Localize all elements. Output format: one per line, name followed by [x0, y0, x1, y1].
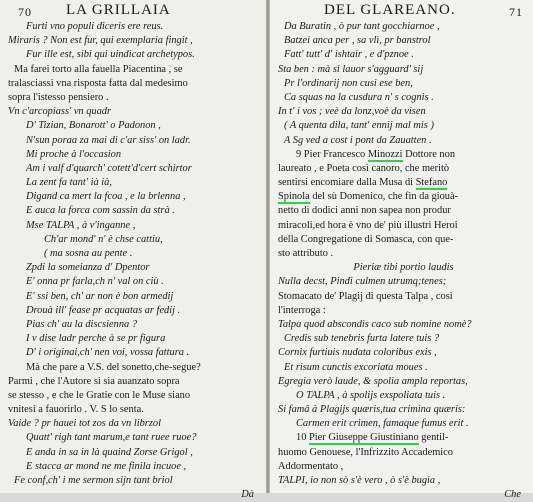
- text-segment: Che: [504, 489, 521, 501]
- left-running-title: LA GRILLAIA: [66, 2, 171, 18]
- text-line: Fur ille est, sibi qui uindicat archetypos.: [26, 49, 195, 61]
- text-line: [278, 431, 529, 445]
- text-line: Zpdi la someianza d' Dpentor: [26, 262, 150, 274]
- text-segment: Carmen erit crimen, famaque fumus erit .: [296, 418, 469, 430]
- right-page: [270, 0, 533, 501]
- right-running-title: DEL GLAREANO.: [324, 2, 456, 18]
- text-line: [278, 403, 529, 417]
- left-page-number: 70: [18, 5, 32, 19]
- text-line: Furti vno populi diceris ere reus.: [26, 21, 164, 32]
- text-line: Drouà ill' fease pr acquatas ar fedij .: [26, 304, 181, 316]
- text-segment: TALPI, io non sò s'è vero , ò s'è bugia ,: [278, 475, 441, 486]
- text-segment: Fatt' tutt' d' ishtair , e d'pznoe .: [284, 49, 414, 61]
- text-line: [278, 318, 529, 332]
- text-line: ( ma sosna au pente .: [44, 248, 133, 259]
- text-line: [278, 261, 529, 275]
- text-line: [278, 332, 529, 346]
- text-line: [278, 460, 529, 474]
- text-line: [278, 275, 529, 289]
- text-line: [278, 361, 529, 375]
- text-segment: A Sg ved a cost i pont da Zauatten .: [284, 134, 432, 146]
- text-line: [278, 105, 529, 119]
- text-line: Ma farei torto alla fauella Piacentina , se: [14, 63, 183, 75]
- right-page-header: [278, 2, 527, 20]
- text-line: [278, 190, 529, 204]
- text-segment: laureato , e Poeta così canoro, che meritò: [278, 162, 450, 174]
- text-line: Ch'ar mond' n' è chse cattiu,: [44, 233, 163, 245]
- text-segment: sentirsi encomiare dalla Musa di: [278, 177, 416, 189]
- text-line: [278, 417, 529, 431]
- text-line: Mi proche à l'occasion: [26, 148, 122, 160]
- text-segment: O TALPA , à spolijs exspoliata tuis .: [296, 389, 446, 401]
- text-line: Dà: [241, 489, 254, 501]
- text-line: [278, 389, 529, 403]
- highlighted-name: Minozzi: [367, 148, 403, 160]
- text-line: [278, 34, 529, 48]
- text-line: La zent fa tant' ià ià,: [26, 177, 112, 189]
- text-line: Mse TALPA , à v'inganne ,: [26, 219, 136, 231]
- text-line: [278, 162, 529, 176]
- text-segment: Cornix furtiuis nudata coloribus exis ,: [278, 347, 437, 359]
- text-segment: sto attributo .: [278, 248, 334, 259]
- text-segment: huomo Genouese, l'Infrizzito Accademico: [278, 446, 453, 458]
- text-line: tralasciassi vna risposta fatta dal medesimo: [8, 77, 188, 89]
- text-line: Mà che pare a V.S. del sonetto,che-segue?: [26, 361, 201, 373]
- highlighted-name: Pier Giuseppe Giustiniano: [309, 432, 419, 444]
- text-line: se stesso , e che le Gratie con le Muse siano: [8, 389, 191, 401]
- text-line: E' ssi ben, ch' ar non è bon armedij: [26, 290, 174, 302]
- text-segment: miracoli,ed hora è vno de' più illustri Heroi: [278, 219, 458, 231]
- text-segment: Si famâ à Plagijs quæris,tua crimina quæris:: [278, 404, 466, 416]
- text-segment: l'interroga :: [278, 304, 326, 316]
- text-segment: gentil-: [418, 432, 449, 444]
- text-segment: Stomacato de' Plagij di questa Talpa , così: [278, 290, 453, 302]
- text-line: [278, 488, 529, 502]
- text-segment: 9 Pier Francesco: [296, 148, 368, 160]
- text-segment: Et risum cunctis excoriata moues .: [284, 361, 428, 373]
- text-segment: Pr l'ordinarij non cusi ese ben,: [284, 77, 413, 89]
- text-line: [278, 48, 529, 62]
- text-segment: Egregia verò laude, & spolia ampla reportas,: [278, 375, 468, 387]
- text-segment: Addormentato ,: [278, 460, 344, 472]
- text-line: [278, 63, 529, 77]
- text-line: Parmi , che l'Autore si sia auanzato sopra: [8, 375, 180, 387]
- left-page-header: [8, 2, 260, 20]
- highlighted-name: Spinola: [278, 191, 310, 203]
- text-line: [278, 148, 529, 162]
- text-segment: ( A quenta dila, tant' ennij mal mis ): [284, 120, 434, 132]
- text-line: [278, 375, 529, 389]
- text-line: [278, 219, 529, 233]
- text-line: [278, 204, 529, 218]
- text-segment: netto di dodici anni non sapea non produr: [278, 205, 451, 217]
- left-page-text: [8, 20, 262, 502]
- text-line: [278, 446, 529, 460]
- text-line: vnitesi a fauorirlo . V. S lo senta.: [8, 404, 144, 416]
- text-segment: Nulla decst, Pindi culmen utrumq;tenes;: [278, 276, 447, 288]
- highlighted-name: Stefano: [415, 177, 448, 189]
- text-segment: Ca squas na la cusdura n' s cognis .: [284, 91, 434, 103]
- text-line: [278, 290, 529, 304]
- text-line: E auca la forca com sassin da strà .: [26, 205, 175, 217]
- text-line: [278, 304, 529, 318]
- text-line: [278, 20, 529, 34]
- text-segment: Sta ben : mà si lauor s'agguard' sij: [278, 63, 424, 75]
- text-line: Miraris ? Non est fur, qui exemplaria fingit ,: [8, 35, 193, 47]
- text-line: Fe conf,ch' i me sermon sijn tant briol: [14, 475, 173, 486]
- text-line: D' Tizian, Bonarott' o Padonon ,: [26, 120, 161, 132]
- text-line: E stacca ar mond ne me finila incuoe ,: [26, 460, 187, 472]
- text-line: [278, 91, 529, 105]
- text-segment: In t' i vos ; veè da lonz,voè da visen: [278, 106, 426, 118]
- text-segment: del sù Domenico, che fin da giouà-: [309, 191, 459, 203]
- text-line: Am i valf d'quarch' cotett'd'cert schirtor: [26, 162, 192, 174]
- text-line: Vn c'arcopiass' vn quadr: [8, 106, 112, 118]
- text-line: [278, 176, 529, 190]
- text-segment: Pieriæ tibi portio laudis: [353, 262, 454, 274]
- text-segment: della Congregatione di Somasca, con que-: [278, 233, 454, 245]
- text-segment: Dottore non: [402, 148, 456, 160]
- right-page-number: 71: [509, 5, 523, 19]
- text-line: sopra l'istesso pensiero .: [8, 91, 109, 103]
- right-page-text: [278, 20, 529, 502]
- text-line: Pias ch' au la discsienna ?: [26, 318, 138, 330]
- text-line: Quatt' righ tant marum,e tant ruee ruoe?: [26, 432, 197, 444]
- text-line: [278, 134, 529, 148]
- text-line: N'sun poraa za mai di c'ar siss' on ladr.: [26, 134, 191, 146]
- text-line: [278, 346, 529, 360]
- text-line: [278, 474, 529, 488]
- text-segment: Talpa quod abscondis caco sub nomine nomè?: [278, 318, 472, 330]
- text-line: E anda in sa in là quaind Zorse Grigol ,: [26, 446, 193, 458]
- text-line: [278, 233, 529, 247]
- text-line: I v dise ladr perche à se pr figura: [26, 333, 166, 345]
- text-segment: Credis sub tenebris furta latere tuis ?: [284, 333, 440, 345]
- text-line: [278, 247, 529, 261]
- text-line: D' i originai,ch' nen voi, vossa fattura .: [26, 347, 190, 359]
- text-segment: Da Buratin , ò pur tant gocchiarnoe ,: [284, 21, 440, 32]
- text-line: E' onna pr farla,ch n' val on ciù .: [26, 276, 164, 288]
- text-segment: 10: [296, 432, 309, 444]
- text-line: Digand ca mert la fcoa , e la brlenna ,: [26, 191, 186, 203]
- text-segment: Batzei anca per , sa vlì, pr banstrol: [284, 35, 431, 47]
- text-line: [278, 119, 529, 133]
- text-line: Vaide ? pr hauei tot zos da vn librzol: [8, 418, 161, 430]
- text-line: [278, 77, 529, 91]
- left-page: [0, 0, 266, 501]
